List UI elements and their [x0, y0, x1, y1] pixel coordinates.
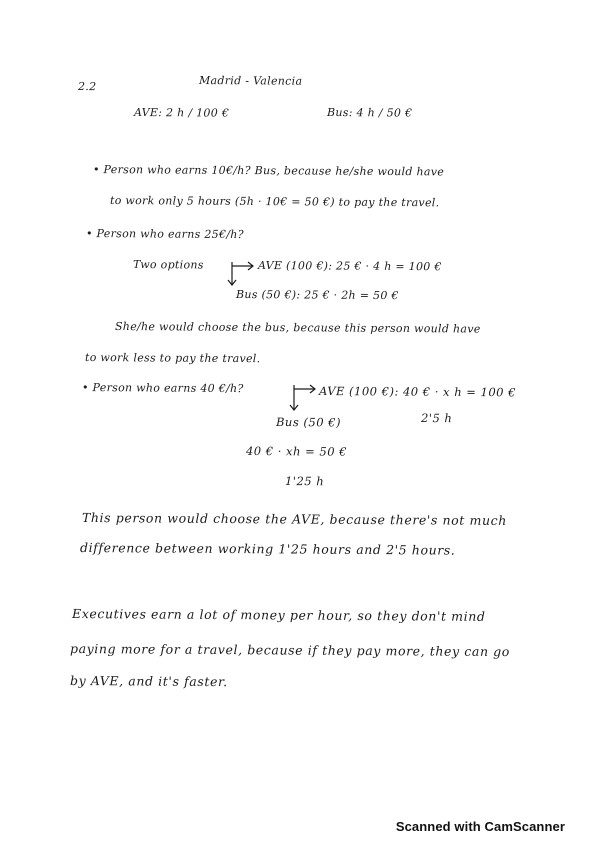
case1-line1: • Person who earns 10€/h? Bus, because he/she would have: [92, 163, 445, 179]
ave-summary: AVE: 2 h / 100 €: [133, 106, 230, 120]
case3-bus-calc: 40 € · xh = 50 €: [245, 444, 348, 459]
case3-line1: • Person who earns 40 €/h?: [81, 381, 244, 396]
case3-conclusion2: difference between working 1'25 hours and 2'5 hours.: [79, 540, 456, 558]
case3-ave-calc: AVE (100 €): 40 € · x h = 100 €: [318, 384, 517, 400]
case3-ave-result: 2'5 h: [420, 411, 453, 426]
route-title: Madrid - Valencia: [198, 74, 303, 88]
case2-ave-calc: AVE (100 €): 25 € · 4 h = 100 €: [257, 259, 442, 274]
case3-bus-result: 1'25 h: [284, 474, 325, 489]
case2-conclusion2: to work less to pay the travel.: [84, 351, 261, 366]
case3-bus-label: Bus (50 €): [275, 415, 342, 430]
camscanner-watermark: Scanned with CamScanner: [395, 819, 565, 834]
executives-line3: by AVE, and it's faster.: [69, 673, 228, 690]
executives-line1: Executives earn a lot of money per hour, so they don't mind: [71, 606, 486, 624]
case2-line1: • Person who earns 25€/h?: [85, 227, 244, 242]
case2-bus-calc: Bus (50 €): 25 € · 2h = 50 €: [235, 288, 399, 303]
case3-conclusion1: This person would choose the AVE, because there's not much: [81, 510, 507, 528]
section-number: 2.2: [77, 80, 97, 94]
branch-arrow-icon: [226, 258, 260, 290]
branch-arrow-icon-2: [288, 381, 322, 415]
case2-conclusion1: She/he would choose the bus, because this person would have: [114, 320, 481, 336]
bus-summary: Bus: 4 h / 50 €: [326, 106, 413, 120]
case2-two-options: Two options: [132, 258, 204, 272]
executives-line2: paying more for a travel, because if they pay more, they can go: [69, 641, 510, 660]
case1-line2: to work only 5 hours (5h · 10€ = 50 €) to pay the travel.: [109, 194, 440, 210]
